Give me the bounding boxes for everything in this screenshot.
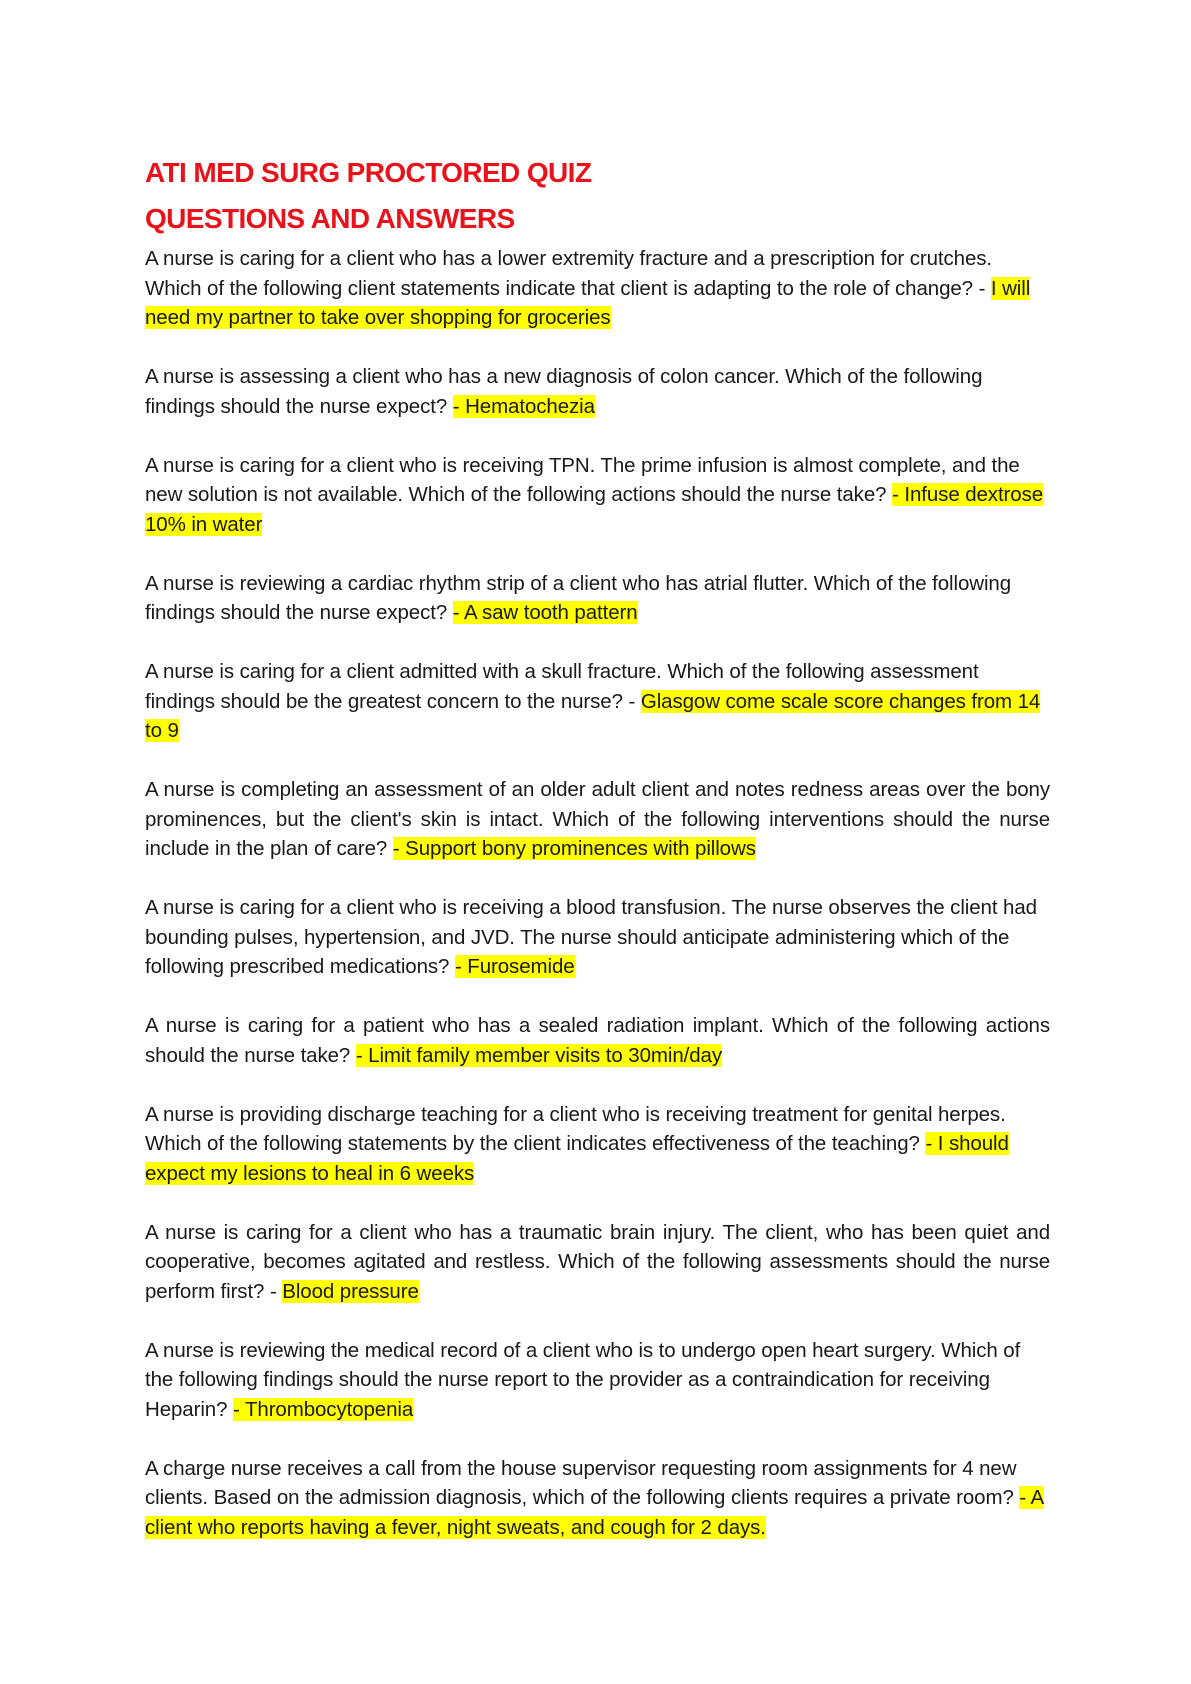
qa-list xyxy=(145,244,1050,1542)
question-text: A nurse is reviewing a cardiac rhythm strip of a client who has atrial flutter. Which of the following findings should the nurse expect? xyxy=(145,571,1012,624)
question-text: A nurse is completing an assessment of an older adult client and notes redness areas over the bony prominences, but the client's skin is intact. Which of the following interventions should the nurse include in the plan of care? xyxy=(145,778,1050,860)
answer-highlight: - I should expect my lesions to heal in 6 weeks xyxy=(145,1132,1009,1185)
separator: - xyxy=(972,276,991,300)
qa-item xyxy=(145,362,1050,421)
answer-highlight: - A client who reports having a fever, night sweats, and cough for 2 days. xyxy=(145,1486,1045,1539)
qa-item xyxy=(145,1011,1050,1070)
qa-item xyxy=(145,657,1050,746)
answer-highlight: - Support bony prominences with pillows xyxy=(392,837,756,860)
title-line-2: QUESTIONS AND ANSWERS xyxy=(145,203,515,234)
separator xyxy=(350,1044,356,1067)
answer-highlight: Blood pressure xyxy=(282,1279,419,1303)
question-text: A nurse is caring for a client who has a traumatic brain injury. The client, who has been quiet and cooperative, becomes agitated and restless. Which of the following assessments should the nurse perform first? xyxy=(145,1220,1050,1303)
question-text: A nurse is assessing a client who has a new diagnosis of colon cancer. Which of the following findings should the nurse expect? xyxy=(145,365,983,418)
separator xyxy=(447,395,453,418)
document-page xyxy=(145,150,1050,1572)
qa-item xyxy=(145,893,1050,982)
question-text: A nurse is caring for a client who is receiving a blood transfusion. The nurse observes the client had bounding pulses, hypertension, and JVD. The nurse should anticipate administering which of the following prescribed medications? xyxy=(145,896,1037,978)
qa-item xyxy=(145,1454,1050,1543)
title-line-1: ATI MED SURG PROCTORED QUIZ xyxy=(145,157,592,188)
qa-item xyxy=(145,244,1050,333)
question-text: A nurse is caring for a patient who has a sealed radiation implant. Which of the following actions should the nurse take? xyxy=(145,1014,1050,1067)
separator: - xyxy=(622,689,641,713)
question-text: A nurse is caring for a client admitted with a skull fracture. Which of the following assessment findings should be the greatest concern to the nurse? xyxy=(145,660,979,713)
qa-item xyxy=(145,1100,1050,1189)
question-text: A nurse is caring for a client who has a lower extremity fracture and a prescription for crutches. Which of the following client statements indicate that client is adapting to the role of change? xyxy=(145,247,993,300)
answer-highlight: - Hematochezia xyxy=(452,394,595,418)
qa-item xyxy=(145,1336,1050,1425)
question-text: A nurse is caring for a client who is receiving TPN. The prime infusion is almost complete, and the new solution is not available. Which of the following actions should the nurse take? xyxy=(145,453,1020,506)
question-text: A charge nurse receives a call from the house supervisor requesting room assignments for 4 new clients. Based on the admission diagnosis, which of the following clients requires a private room? xyxy=(145,1456,1017,1509)
qa-item xyxy=(145,451,1050,540)
separator: - xyxy=(264,1279,283,1303)
answer-highlight: I will need my partner to take over shopping for groceries xyxy=(145,276,1031,329)
separator xyxy=(447,601,453,624)
answer-highlight: - Thrombocytopenia xyxy=(233,1397,414,1421)
qa-item xyxy=(145,775,1050,864)
document-title xyxy=(145,150,1050,242)
qa-item xyxy=(145,569,1050,628)
separator xyxy=(387,837,393,860)
question-text: A nurse is reviewing the medical record of a client who is to undergo open heart surgery. Which of the following findings should the nurse report to the provider as a contraindication for receiving Heparin? xyxy=(145,1338,1021,1421)
answer-highlight: - A saw tooth pattern xyxy=(452,601,638,624)
question-text: A nurse is providing discharge teaching for a client who is receiving treatment for genital herpes. Which of the following statements by the client indicates effectiveness of the teaching? xyxy=(145,1102,1006,1155)
answer-highlight: Glasgow come scale score changes from 14 to 9 xyxy=(145,689,1041,742)
qa-item xyxy=(145,1218,1050,1307)
answer-highlight: - Infuse dextrose 10% in water xyxy=(145,483,1044,536)
answer-highlight: - Limit family member visits to 30min/day xyxy=(355,1043,722,1067)
answer-highlight: - Furosemide xyxy=(454,955,575,978)
